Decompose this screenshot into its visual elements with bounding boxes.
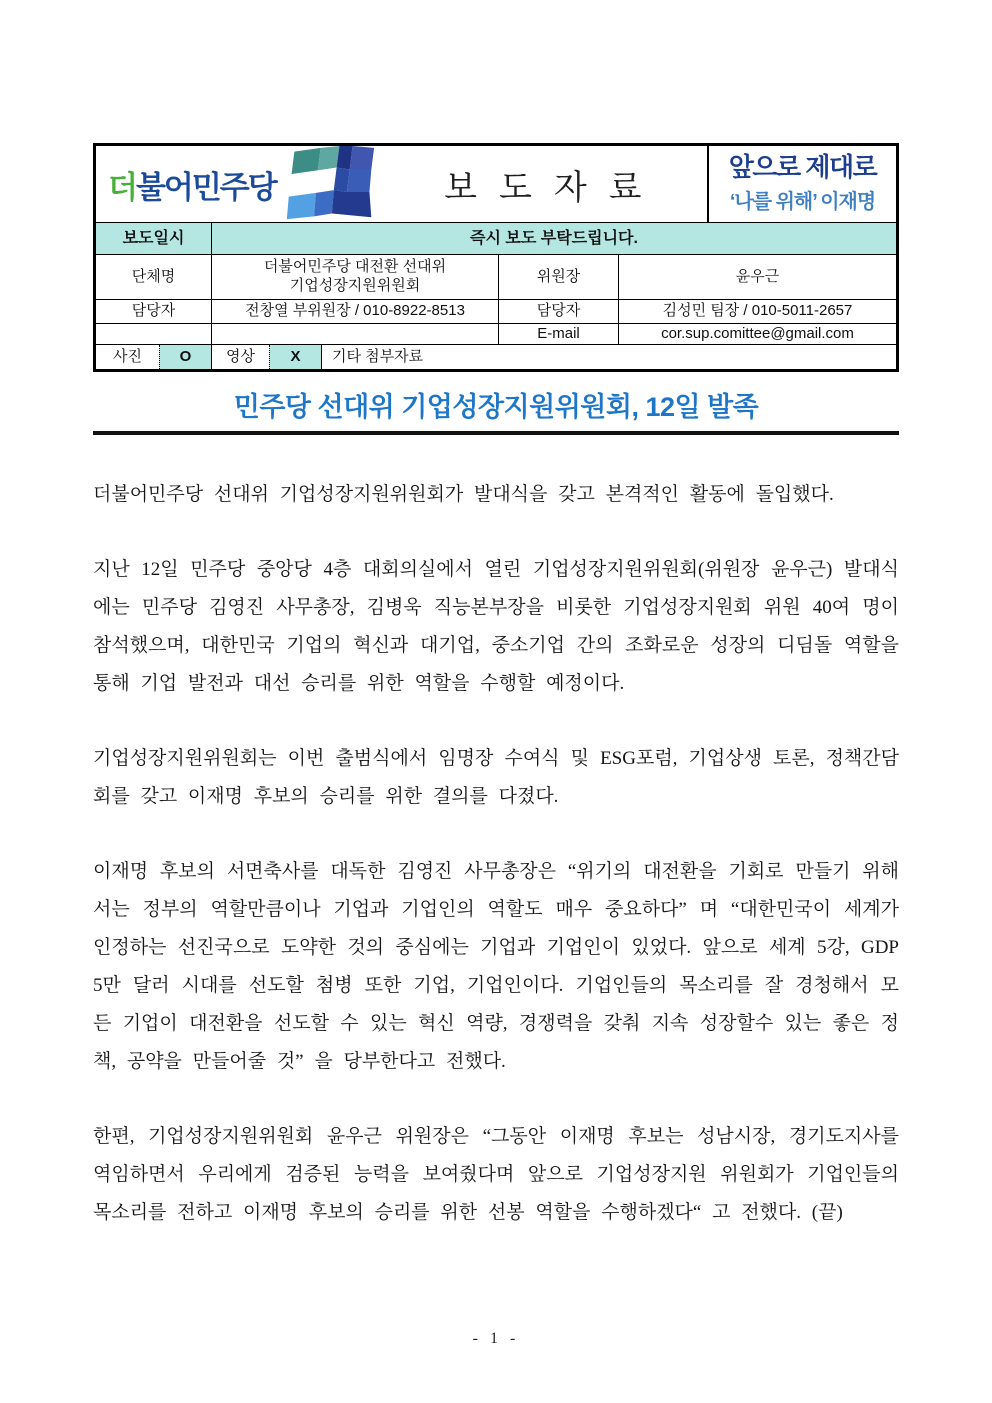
slogan-line1: 앞으로 제대로 bbox=[728, 152, 877, 182]
video-flag: X bbox=[269, 345, 321, 369]
release-label: 보도일시 bbox=[96, 223, 211, 254]
contact2-label: 담당자 bbox=[498, 300, 618, 323]
press-header-table bbox=[93, 143, 899, 372]
party-logo bbox=[96, 146, 379, 222]
paragraph-4: 이재명 후보의 서면축사를 대독한 김영진 사무총장은 “위기의 대전환을 기회로 만들기 위해서는 정부의 역할만큼이나 기업과 기업인의 역할도 매우 중요하다” 며 “대한민국이 세계가 인정하는 선진국으로 도약한 것의 중심에는 기업과 기업인이 있었다. 앞으로 세계 5강, GDP 5만 달러 시대를 선도할 첨병 또한 기업, 기업인이다. 기업인들의 목소리를 잘 경청해서 모든 기업이 대전환을 선도할 수 있는 혁신 역량, 경쟁력을 갖춰 지속 성장할수 있는 좋은 정책, 공약을 만들어줄 것” 을 당부한다고 전했다. bbox=[93, 861, 899, 1072]
contact1-value: 전창열 부위원장 / 010-8922-8513 bbox=[211, 300, 498, 323]
party-flag-icon bbox=[282, 146, 379, 222]
press-title: 민주당 선대위 기업성장지원위원회, 12일 발족 bbox=[233, 392, 759, 422]
email-value: cor.sup.comittee@gmail.com bbox=[618, 324, 896, 344]
campaign-slogan-box bbox=[707, 146, 896, 222]
contact-row bbox=[96, 299, 896, 323]
article-body bbox=[93, 476, 899, 1232]
chair-value: 윤우근 bbox=[618, 255, 896, 299]
release-value: 즉시 보도 부탁드립니다. bbox=[211, 223, 896, 254]
contact2-value: 김성민 팀장 / 010-5011-2657 bbox=[618, 300, 896, 323]
organization-row bbox=[96, 254, 896, 299]
photo-flag: O bbox=[159, 345, 211, 369]
email-row-empty1 bbox=[96, 324, 211, 344]
logo-char-green: 더 bbox=[108, 169, 136, 205]
doc-type-heading: 보도자료 bbox=[444, 169, 664, 207]
document-body bbox=[93, 143, 899, 1232]
org-label: 단체명 bbox=[131, 267, 176, 285]
photo-label: 사진 bbox=[113, 347, 142, 365]
masthead-row bbox=[96, 146, 896, 222]
logo-chars-blue: 불어민주당 bbox=[135, 169, 276, 205]
etc-attachments-label: 기타 첨부자료 bbox=[321, 345, 896, 369]
email-row-empty2 bbox=[211, 324, 498, 344]
paragraph-2: 지난 12일 민주당 중앙당 4층 대회의실에서 열린 기업성장지원위원회(위원장 윤우근) 발대식에는 민주당 김영진 사무총장, 김병욱 직능본부장을 비롯한 기업성장지원회 위원 40여 명이 참석했으며, 대한민국 기업의 혁신과 대기업, 중소기업 간의 조화로운 성장의 디딤돌 역할을 통해 기업 발전과 대선 승리를 위한 역할을 수행할 예정이다. bbox=[93, 559, 899, 694]
slogan-line2: ‘나를 위해’ 이재명 bbox=[729, 191, 876, 213]
title-divider bbox=[93, 431, 899, 435]
paragraph-3: 기업성장지원위원회는 이번 출범식에서 임명장 수여식 및 ESG포럼, 기업상생 토론, 정책간담회를 갖고 이재명 후보의 승리를 위한 결의를 다졌다. bbox=[93, 748, 899, 807]
chair-label: 위원장 bbox=[498, 255, 618, 299]
page-number: - 1 - bbox=[472, 1330, 520, 1347]
release-row bbox=[96, 222, 896, 254]
attachments-row bbox=[96, 344, 896, 369]
org-value-lines: 더불어민주당 대전환 선대위 기업성장지원위원회 bbox=[263, 258, 447, 294]
video-label: 영상 bbox=[211, 345, 269, 369]
paragraph-1: 더불어민주당 선대위 기업성장지원위원회가 발대식을 갖고 본격적인 활동에 돌입했다. bbox=[93, 484, 834, 505]
email-label: E-mail bbox=[498, 324, 618, 344]
paragraph-5: 한편, 기업성장지원위원회 윤우근 위원장은 “그동안 이재명 후보는 성남시장, 경기도지사를 역임하면서 우리에게 검증된 능력을 보여줬다며 앞으로 기업성장지원 위원회가 기업인들의 목소리를 전하고 이재명 후보의 승리를 위한 선봉 역할을 수행하겠다“ 고 전했다. (끝) bbox=[93, 1126, 899, 1223]
org-value bbox=[211, 255, 498, 299]
party-logo-text bbox=[108, 162, 276, 207]
email-row bbox=[96, 323, 896, 344]
contact1-label: 담당자 bbox=[131, 302, 176, 320]
